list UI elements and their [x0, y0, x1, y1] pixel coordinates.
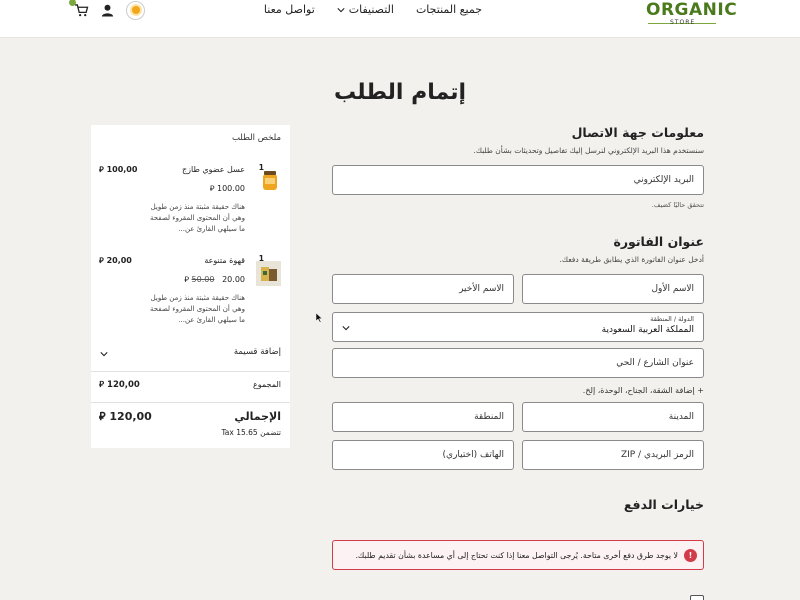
billing-description: أدخل عنوان الفاتورة الذي يطابق طريقة دفعك. [559, 255, 704, 264]
add-apartment-link[interactable]: + إضافة الشقة، الجناح، الوحدة، إلخ. [582, 386, 704, 395]
divider [91, 402, 290, 403]
last-name-label: الاسم الأخير [459, 284, 504, 294]
divider [91, 371, 290, 372]
subtotal-label: المجموع [253, 380, 281, 389]
coupon-label: إضافة قسيمة [233, 347, 281, 357]
item-line-total [99, 165, 137, 175]
country-value: المملكة العربية السعودية [601, 325, 694, 335]
city-field[interactable] [522, 402, 704, 432]
zip-row [332, 440, 704, 470]
error-icon: ! [684, 549, 697, 562]
header-actions [74, 0, 145, 20]
item-name: قهوة متنوعة [204, 256, 245, 265]
currency-symbol: ⃁ [99, 380, 105, 390]
street-field[interactable] [332, 348, 704, 378]
item-description: هناك حقيقة مثبتة منذ زمن طويل وهي أن المحتوى المقروء لصفحة ما سيلهي القارئ عن... [150, 203, 245, 233]
nav-contact[interactable]: تواصل معنا [263, 3, 315, 16]
contact-description: سنستخدم هذا البريد الإلكتروني لنرسل إليك تفاصيل وتحديثات بشأن طلبك. [473, 146, 704, 155]
payment-heading: خيارات الدفع [623, 497, 704, 512]
currency-symbol: ⃁ [99, 165, 104, 174]
last-name-field[interactable] [332, 274, 514, 304]
account-button[interactable] [101, 4, 114, 17]
phone-field[interactable] [332, 440, 514, 470]
email-field-label: البريد الإلكتروني [633, 175, 694, 185]
total-amount: 120,00 [109, 410, 152, 423]
user-icon [101, 4, 114, 17]
mouse-cursor-icon [316, 313, 323, 323]
logo-sub: STORE [670, 19, 696, 26]
logo-word: ORGANIC [646, 0, 738, 20]
currency-symbol: ⃁ [209, 184, 215, 193]
payment-alert-text: لا يوجد طرق دفع أخرى متاحة. يُرجى التواصل معنا إذا كنت تحتاج إلى أي مساعدة بشأن تقديم طلبك. [355, 550, 678, 560]
payment-alert [332, 540, 704, 570]
terms-checkbox[interactable] [690, 595, 704, 600]
zip-field[interactable] [522, 440, 704, 470]
item-line-total [99, 256, 132, 266]
email-field[interactable] [332, 165, 704, 195]
store-logo[interactable] [646, 0, 738, 30]
item-old-price: 50.00 [191, 275, 215, 284]
zip-label: الرمز البريدي / ZIP [620, 450, 694, 460]
region-field[interactable] [332, 402, 514, 432]
coffee-package-icon [256, 261, 281, 286]
currency-symbol: ⃁ [99, 256, 104, 265]
tax-note: تتضمن 15.65 Tax [221, 428, 281, 437]
nav-all-products[interactable]: جميع المنتجات [415, 3, 482, 16]
city-row [332, 402, 704, 432]
contact-heading: معلومات جهة الاتصال [571, 125, 704, 140]
item-line-total-value: 20,00 [106, 256, 132, 265]
first-name-field[interactable] [522, 274, 704, 304]
total-value [99, 410, 152, 424]
chevron-down-icon [342, 324, 350, 332]
billing-heading: عنوان الفاتورة [613, 234, 704, 249]
site-header [0, 0, 800, 38]
sun-icon [132, 6, 140, 14]
chevron-down-icon [100, 350, 108, 358]
chevron-down-icon [337, 6, 345, 14]
checkout-form [332, 125, 704, 518]
coupon-toggle[interactable] [100, 347, 281, 361]
order-summary [91, 125, 290, 448]
currency-symbol: ⃁ [99, 410, 106, 423]
item-description: هناك حقيقة مثبتة منذ زمن طويل وهي أن المحتوى المقروء لصفحة ما سيلهي القارئ عن... [150, 294, 245, 324]
country-label: الدولة / المنطقة [650, 315, 694, 323]
item-price-value: 20.00 [222, 275, 245, 284]
subtotal-value [99, 379, 140, 390]
cart-badge [69, 0, 76, 6]
cart-icon [74, 4, 89, 17]
phone-label: الهاتف (اختياري) [442, 450, 504, 460]
theme-toggle[interactable] [126, 1, 145, 20]
page-title: إتمام الطلب [333, 80, 467, 105]
city-label: المدينة [668, 412, 694, 422]
nav-categories[interactable] [337, 3, 394, 16]
summary-title: ملخص الطلب [231, 133, 281, 143]
item-qty-badge: 1 [258, 254, 264, 263]
country-select[interactable] [332, 312, 704, 342]
guest-checkout-note: تتحقق حاليًا كضيف. [651, 201, 704, 209]
item-thumbnail-coffee [256, 261, 281, 286]
nav-categories-label: التصنيفات [348, 3, 394, 16]
item-name: عسل عضوي طازج [182, 165, 245, 174]
main-nav [264, 3, 482, 16]
total-label: الإجمالي [234, 410, 281, 423]
item-line-total-value: 100,00 [106, 165, 138, 174]
subtotal-amount: 120,00 [107, 380, 140, 390]
currency-symbol: ⃁ [184, 275, 189, 284]
street-label: عنوان الشارع / الحي [616, 358, 694, 368]
item-price-value: 100.00 [217, 184, 245, 193]
item-qty-badge: 1 [258, 163, 264, 172]
region-label: المنطقة [474, 412, 504, 422]
item-price [184, 275, 245, 285]
cart-button[interactable] [74, 4, 89, 17]
item-price [210, 184, 245, 194]
first-name-label: الاسم الأول [651, 284, 694, 294]
name-row [332, 274, 704, 304]
